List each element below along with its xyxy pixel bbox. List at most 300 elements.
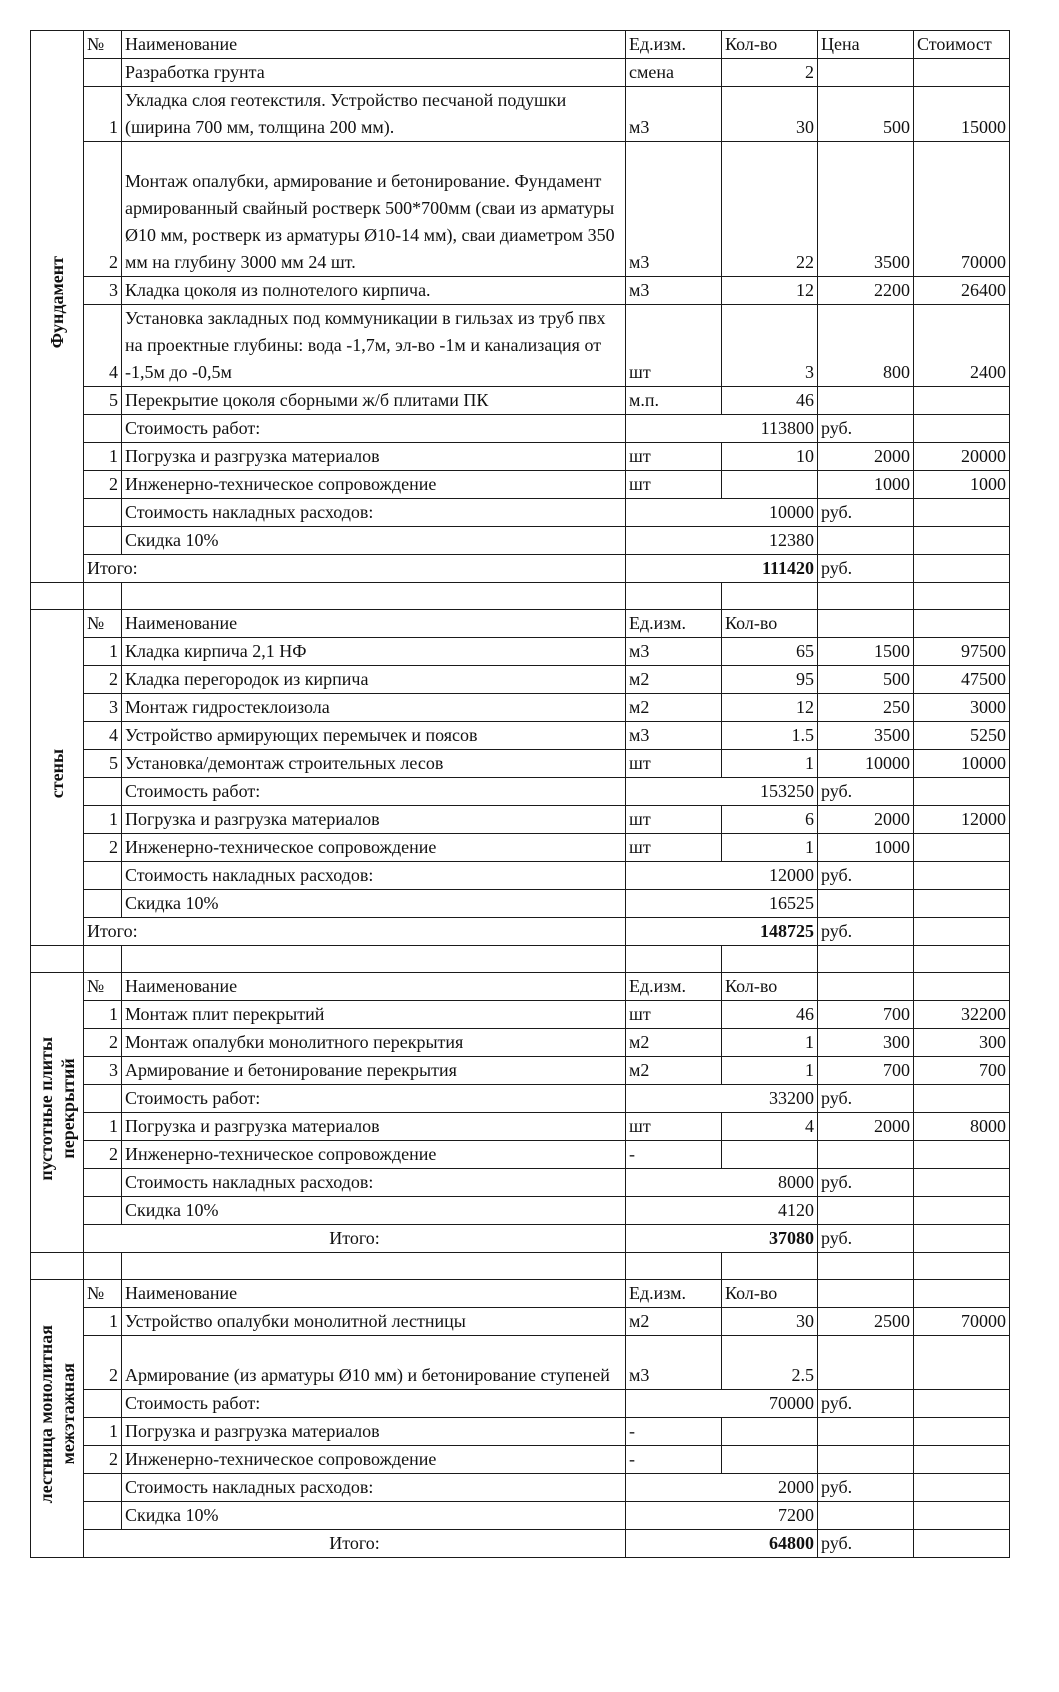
row-num: 3	[84, 277, 122, 305]
spacer-row	[31, 1253, 1010, 1280]
blank-cell	[914, 583, 1010, 610]
row-name: Монтаж плит перекрытий	[122, 1001, 626, 1029]
row-unit: шт	[626, 750, 722, 778]
row-cost: 700	[914, 1057, 1010, 1085]
row-qty: 1.5	[722, 722, 818, 750]
row-num: 1	[84, 1418, 122, 1446]
row-unit: -	[626, 1446, 722, 1474]
blank-cell	[818, 527, 914, 555]
blank-cell	[914, 499, 1010, 527]
row-price: 1500	[818, 638, 914, 666]
row-name: Кладка кирпича 2,1 НФ	[122, 638, 626, 666]
row-price: 2500	[818, 1308, 914, 1336]
row-num: 4	[84, 722, 122, 750]
row-unit: шт	[626, 806, 722, 834]
total-row	[31, 918, 1010, 946]
table-row	[31, 387, 1010, 415]
discount-label: Скидка 10%	[122, 890, 626, 918]
row-qty: 1	[722, 834, 818, 862]
row-qty: 30	[722, 1308, 818, 1336]
blank-cell	[818, 890, 914, 918]
header-qty: Кол-во	[722, 1280, 818, 1308]
works-value: 113800	[626, 415, 818, 443]
discount-row	[31, 527, 1010, 555]
row-cost	[914, 1336, 1010, 1390]
currency: руб.	[818, 1390, 914, 1418]
row-name: Погрузка и разгрузка материалов	[122, 1113, 626, 1141]
row-name: Перекрытие цоколя сборными ж/б плитами ПК	[122, 387, 626, 415]
overhead-row	[31, 1169, 1010, 1197]
row-num	[84, 59, 122, 87]
row-cost	[914, 834, 1010, 862]
currency: руб.	[818, 499, 914, 527]
row-price: 1000	[818, 834, 914, 862]
row-qty: 12	[722, 694, 818, 722]
row-unit: м2	[626, 1057, 722, 1085]
row-num: 1	[84, 1308, 122, 1336]
blank-cell	[84, 946, 122, 973]
header-name: Наименование	[122, 973, 626, 1001]
row-price: 700	[818, 1057, 914, 1085]
blank-cell	[122, 946, 626, 973]
blank-cell	[31, 946, 84, 973]
total-label: Итого:	[84, 918, 626, 946]
row-num: 2	[84, 1336, 122, 1390]
header-cost	[914, 1280, 1010, 1308]
currency: руб.	[818, 1085, 914, 1113]
blank-cell	[84, 890, 122, 918]
row-cost: 12000	[914, 806, 1010, 834]
blank-cell	[722, 583, 818, 610]
header-qty: Кол-во	[722, 31, 818, 59]
section-label: стены	[47, 748, 67, 799]
row-num: 1	[84, 443, 122, 471]
section-label-cell	[31, 610, 84, 946]
row-qty	[722, 471, 818, 499]
row-price: 2200	[818, 277, 914, 305]
row-qty: 1	[722, 750, 818, 778]
row-price	[818, 1446, 914, 1474]
row-price: 500	[818, 87, 914, 142]
overhead-label: Стоимость накладных расходов:	[122, 862, 626, 890]
section-header-row	[31, 31, 1010, 59]
overhead-value: 2000	[626, 1474, 818, 1502]
row-unit: шт	[626, 834, 722, 862]
row-price	[818, 1418, 914, 1446]
row-price: 2000	[818, 806, 914, 834]
row-unit: м3	[626, 142, 722, 277]
row-num: 2	[84, 834, 122, 862]
row-num: 1	[84, 638, 122, 666]
header-qty: Кол-во	[722, 973, 818, 1001]
total-value: 64800	[626, 1530, 818, 1558]
header-qty: Кол-во	[722, 610, 818, 638]
discount-label: Скидка 10%	[122, 527, 626, 555]
table-row	[31, 666, 1010, 694]
row-unit: шт	[626, 471, 722, 499]
header-unit: Ед.изм.	[626, 610, 722, 638]
table-row	[31, 1001, 1010, 1029]
overhead-row	[31, 862, 1010, 890]
row-cost: 70000	[914, 142, 1010, 277]
blank-cell	[84, 1169, 122, 1197]
row-qty: 1	[722, 1029, 818, 1057]
total-row	[31, 1225, 1010, 1253]
row-cost: 8000	[914, 1113, 1010, 1141]
row-qty: 12	[722, 277, 818, 305]
header-cost: Стоимост	[914, 31, 1010, 59]
blank-cell	[84, 527, 122, 555]
header-name: Наименование	[122, 31, 626, 59]
row-name: Армирование (из арматуры Ø10 мм) и бетонирование ступеней	[122, 1336, 626, 1390]
total-value: 148725	[626, 918, 818, 946]
header-cost	[914, 973, 1010, 1001]
total-row	[31, 555, 1010, 583]
row-num: 1	[84, 806, 122, 834]
row-unit: м2	[626, 694, 722, 722]
row-qty: 2.5	[722, 1336, 818, 1390]
works-label: Стоимость работ:	[122, 415, 626, 443]
spacer-row	[31, 946, 1010, 973]
section-label: Фундамент	[47, 256, 67, 349]
row-num: 3	[84, 1057, 122, 1085]
row-price: 300	[818, 1029, 914, 1057]
blank-cell	[122, 583, 626, 610]
row-unit: шт	[626, 1113, 722, 1141]
row-cost: 20000	[914, 443, 1010, 471]
total-label: Итого:	[84, 555, 626, 583]
extra-row	[31, 1446, 1010, 1474]
row-unit: м.п.	[626, 387, 722, 415]
row-cost	[914, 59, 1010, 87]
blank-cell	[818, 583, 914, 610]
works-value: 153250	[626, 778, 818, 806]
currency: руб.	[818, 1225, 914, 1253]
estimate-table	[30, 30, 1010, 1558]
discount-label: Скидка 10%	[122, 1502, 626, 1530]
discount-value: 4120	[626, 1197, 818, 1225]
row-name: Погрузка и разгрузка материалов	[122, 806, 626, 834]
row-price	[818, 1141, 914, 1169]
blank-cell	[84, 1253, 122, 1280]
section-header-row	[31, 1280, 1010, 1308]
row-qty: 4	[722, 1113, 818, 1141]
table-row	[31, 87, 1010, 142]
section-label-cell	[31, 973, 84, 1253]
works-cost-row	[31, 778, 1010, 806]
header-cost	[914, 610, 1010, 638]
row-name: Погрузка и разгрузка материалов	[122, 443, 626, 471]
blank-cell	[84, 778, 122, 806]
row-unit: м2	[626, 1308, 722, 1336]
blank-cell	[914, 1225, 1010, 1253]
row-unit: шт	[626, 1001, 722, 1029]
row-cost	[914, 1141, 1010, 1169]
row-unit: смена	[626, 59, 722, 87]
blank-cell	[914, 1474, 1010, 1502]
row-cost	[914, 1446, 1010, 1474]
table-row	[31, 750, 1010, 778]
blank-cell	[818, 1197, 914, 1225]
currency: руб.	[818, 778, 914, 806]
overhead-row	[31, 1474, 1010, 1502]
row-price: 2000	[818, 1113, 914, 1141]
blank-cell	[914, 1390, 1010, 1418]
row-name: Разработка грунта	[122, 59, 626, 87]
row-qty	[722, 1141, 818, 1169]
section-header-row	[31, 610, 1010, 638]
row-unit: м3	[626, 722, 722, 750]
blank-cell	[914, 1169, 1010, 1197]
header-num: №	[84, 610, 122, 638]
total-label: Итого:	[84, 1225, 626, 1253]
table-row	[31, 1029, 1010, 1057]
row-qty	[722, 1418, 818, 1446]
row-price: 500	[818, 666, 914, 694]
row-price: 250	[818, 694, 914, 722]
row-cost: 26400	[914, 277, 1010, 305]
overhead-label: Стоимость накладных расходов:	[122, 1169, 626, 1197]
total-label: Итого:	[84, 1530, 626, 1558]
discount-value: 16525	[626, 890, 818, 918]
currency: руб.	[818, 918, 914, 946]
row-unit: -	[626, 1418, 722, 1446]
row-price: 10000	[818, 750, 914, 778]
works-value: 70000	[626, 1390, 818, 1418]
row-unit: м3	[626, 1336, 722, 1390]
blank-cell	[84, 1197, 122, 1225]
row-price: 700	[818, 1001, 914, 1029]
blank-cell	[818, 1253, 914, 1280]
blank-cell	[122, 1253, 626, 1280]
blank-cell	[914, 946, 1010, 973]
blank-cell	[914, 1197, 1010, 1225]
blank-cell	[626, 1253, 722, 1280]
table-row	[31, 1057, 1010, 1085]
row-num: 5	[84, 750, 122, 778]
row-cost: 47500	[914, 666, 1010, 694]
row-price	[818, 387, 914, 415]
blank-cell	[31, 583, 84, 610]
row-name: Установка/демонтаж строительных лесов	[122, 750, 626, 778]
row-qty	[722, 1446, 818, 1474]
row-unit: м3	[626, 638, 722, 666]
header-price: Цена	[818, 31, 914, 59]
blank-cell	[914, 778, 1010, 806]
row-cost: 5250	[914, 722, 1010, 750]
row-cost: 15000	[914, 87, 1010, 142]
blank-cell	[84, 1390, 122, 1418]
row-cost	[914, 387, 1010, 415]
row-price: 3500	[818, 142, 914, 277]
extra-row	[31, 1113, 1010, 1141]
row-num: 1	[84, 1113, 122, 1141]
blank-cell	[84, 862, 122, 890]
blank-cell	[914, 1085, 1010, 1113]
row-unit: м2	[626, 1029, 722, 1057]
row-cost	[914, 1418, 1010, 1446]
row-cost: 70000	[914, 1308, 1010, 1336]
discount-value: 7200	[626, 1502, 818, 1530]
row-cost: 2400	[914, 305, 1010, 387]
blank-cell	[914, 1253, 1010, 1280]
row-num: 3	[84, 694, 122, 722]
table-row	[31, 142, 1010, 277]
row-name: Установка закладных под коммуникации в гильзах из труб пвх на проектные глубины: вода -1,7м, эл-во -1м и канализация от -1,5м до -0,5м	[122, 305, 626, 387]
header-name: Наименование	[122, 1280, 626, 1308]
section-label: лестница монолитная межэтажная	[36, 1325, 78, 1504]
row-num: 2	[84, 666, 122, 694]
row-name: Монтаж опалубки, армирование и бетонирование. Фундамент армированный свайный ростверк 500*700мм (сваи из арматуры Ø10 мм, ростверк из арматуры Ø10-14 мм), сваи диаметром 350 мм на глубину 3000 мм 24 шт.	[122, 142, 626, 277]
row-price	[818, 1336, 914, 1390]
blank-cell	[914, 527, 1010, 555]
discount-row	[31, 1502, 1010, 1530]
extra-row	[31, 1418, 1010, 1446]
total-row	[31, 1530, 1010, 1558]
currency: руб.	[818, 1169, 914, 1197]
table-row	[31, 722, 1010, 750]
row-qty: 10	[722, 443, 818, 471]
row-cost: 300	[914, 1029, 1010, 1057]
row-cost: 32200	[914, 1001, 1010, 1029]
discount-label: Скидка 10%	[122, 1197, 626, 1225]
currency: руб.	[818, 415, 914, 443]
row-unit: шт	[626, 443, 722, 471]
row-name: Кладка цоколя из полнотелого кирпича.	[122, 277, 626, 305]
blank-cell	[84, 1085, 122, 1113]
row-qty: 1	[722, 1057, 818, 1085]
section-label-cell	[31, 1280, 84, 1558]
extra-row	[31, 806, 1010, 834]
extra-row	[31, 834, 1010, 862]
header-unit: Ед.изм.	[626, 973, 722, 1001]
row-qty: 46	[722, 1001, 818, 1029]
table-row	[31, 1336, 1010, 1390]
blank-cell	[914, 862, 1010, 890]
row-num: 2	[84, 1029, 122, 1057]
works-cost-row	[31, 415, 1010, 443]
row-name: Устройство опалубки монолитной лестницы	[122, 1308, 626, 1336]
blank-cell	[818, 946, 914, 973]
header-price	[818, 973, 914, 1001]
row-name: Инженерно-техническое сопровождение	[122, 1141, 626, 1169]
row-qty: 2	[722, 59, 818, 87]
header-num: №	[84, 973, 122, 1001]
blank-cell	[31, 1253, 84, 1280]
row-unit: шт	[626, 305, 722, 387]
row-price: 3500	[818, 722, 914, 750]
table-row	[31, 305, 1010, 387]
row-cost: 1000	[914, 471, 1010, 499]
section-header-row	[31, 973, 1010, 1001]
spacer-row	[31, 583, 1010, 610]
row-unit: м3	[626, 277, 722, 305]
row-price: 800	[818, 305, 914, 387]
extra-row	[31, 1141, 1010, 1169]
row-name: Монтаж опалубки монолитного перекрытия	[122, 1029, 626, 1057]
row-name: Укладка слоя геотекстиля. Устройство песчаной подушки (ширина 700 мм, толщина 200 мм).	[122, 87, 626, 142]
works-label: Стоимость работ:	[122, 1085, 626, 1113]
row-qty: 3	[722, 305, 818, 387]
blank-cell	[914, 918, 1010, 946]
blank-cell	[818, 1502, 914, 1530]
row-price: 1000	[818, 471, 914, 499]
currency: руб.	[818, 1530, 914, 1558]
row-cost: 97500	[914, 638, 1010, 666]
header-name: Наименование	[122, 610, 626, 638]
works-cost-row	[31, 1390, 1010, 1418]
overhead-row	[31, 499, 1010, 527]
header-unit: Ед.изм.	[626, 1280, 722, 1308]
blank-cell	[84, 1474, 122, 1502]
row-price: 2000	[818, 443, 914, 471]
section-label-cell	[31, 31, 84, 583]
row-qty: 30	[722, 87, 818, 142]
currency: руб.	[818, 1474, 914, 1502]
blank-cell	[84, 1502, 122, 1530]
row-num: 1	[84, 87, 122, 142]
blank-cell	[626, 946, 722, 973]
row-name: Монтаж гидростеклоизола	[122, 694, 626, 722]
blank-cell	[914, 1502, 1010, 1530]
works-label: Стоимость работ:	[122, 778, 626, 806]
row-num: 2	[84, 142, 122, 277]
works-value: 33200	[626, 1085, 818, 1113]
table-row	[31, 59, 1010, 87]
discount-row	[31, 890, 1010, 918]
overhead-label: Стоимость накладных расходов:	[122, 499, 626, 527]
overhead-value: 8000	[626, 1169, 818, 1197]
table-row	[31, 1308, 1010, 1336]
currency: руб.	[818, 862, 914, 890]
total-value: 111420	[626, 555, 818, 583]
header-num: №	[84, 1280, 122, 1308]
works-cost-row	[31, 1085, 1010, 1113]
row-qty: 22	[722, 142, 818, 277]
row-num: 2	[84, 1446, 122, 1474]
works-label: Стоимость работ:	[122, 1390, 626, 1418]
blank-cell	[722, 1253, 818, 1280]
blank-cell	[626, 583, 722, 610]
overhead-value: 10000	[626, 499, 818, 527]
row-qty: 65	[722, 638, 818, 666]
row-name: Устройство армирующих перемычек и поясов	[122, 722, 626, 750]
section-label: пустотные плиты перекрытий	[36, 1036, 78, 1181]
row-name: Инженерно-техническое сопровождение	[122, 471, 626, 499]
blank-cell	[84, 499, 122, 527]
row-name: Инженерно-техническое сопровождение	[122, 1446, 626, 1474]
row-qty: 95	[722, 666, 818, 694]
overhead-label: Стоимость накладных расходов:	[122, 1474, 626, 1502]
discount-row	[31, 1197, 1010, 1225]
blank-cell	[722, 946, 818, 973]
discount-value: 12380	[626, 527, 818, 555]
blank-cell	[84, 415, 122, 443]
row-num: 5	[84, 387, 122, 415]
extra-row	[31, 471, 1010, 499]
table-row	[31, 277, 1010, 305]
overhead-value: 12000	[626, 862, 818, 890]
row-name: Погрузка и разгрузка материалов	[122, 1418, 626, 1446]
row-qty: 46	[722, 387, 818, 415]
row-name: Инженерно-техническое сопровождение	[122, 834, 626, 862]
header-num: №	[84, 31, 122, 59]
row-price	[818, 59, 914, 87]
blank-cell	[914, 1530, 1010, 1558]
row-unit: -	[626, 1141, 722, 1169]
table-row	[31, 694, 1010, 722]
blank-cell	[914, 890, 1010, 918]
